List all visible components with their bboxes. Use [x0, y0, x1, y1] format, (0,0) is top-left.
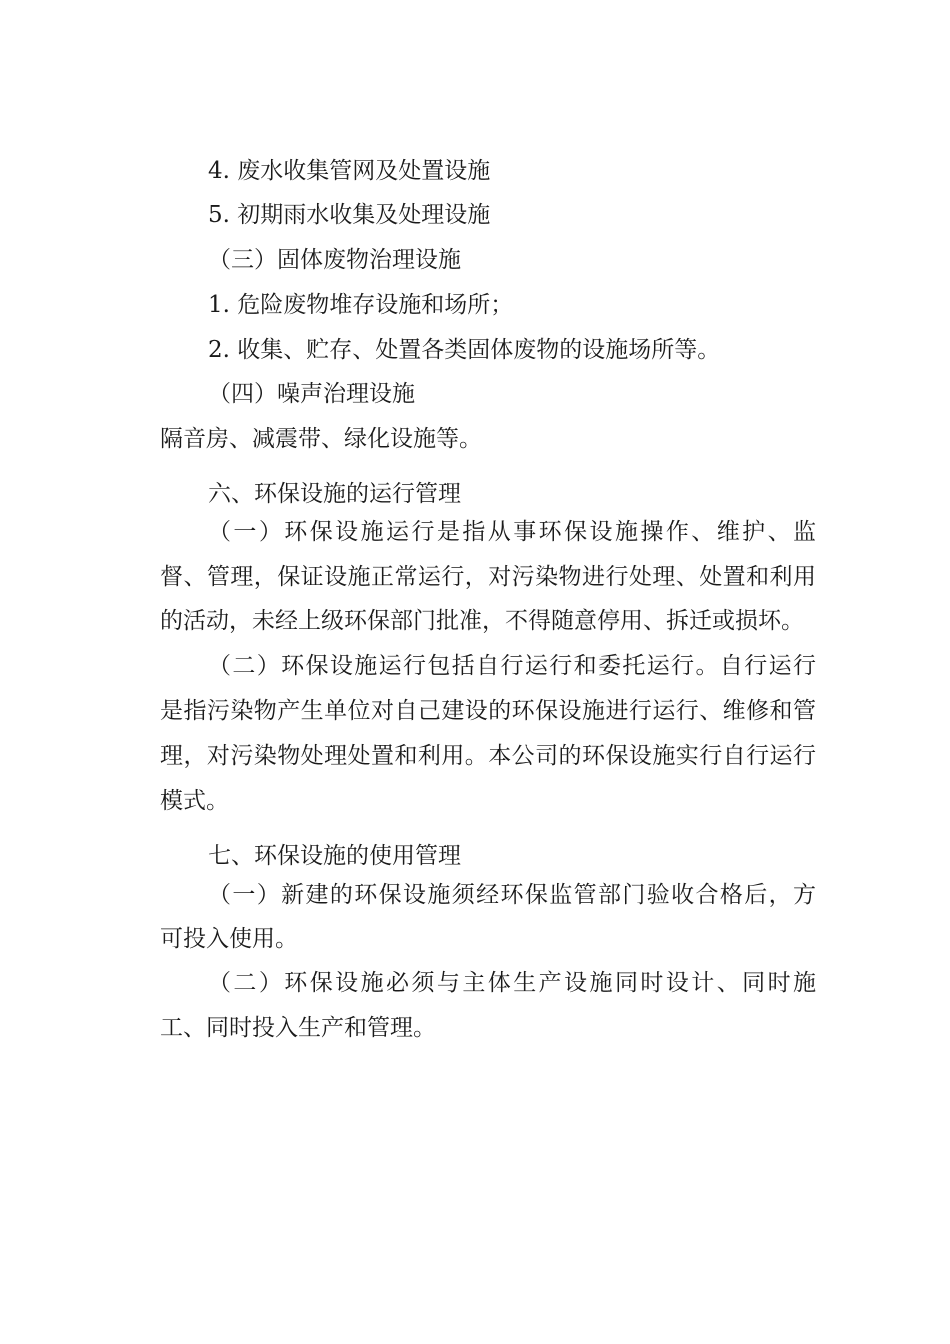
paragraph-line: 督、管理，保证设施正常运行，对污染物进行处理、处置和利用	[160, 564, 816, 590]
paragraph-line: （一）环保设施运行是指从事环保设施操作、维护、监	[208, 519, 816, 545]
paragraph-line: （二）环保设施必须与主体生产设施同时设计、同时施	[208, 970, 816, 996]
paragraph-line: 工、同时投入生产和管理。	[160, 1015, 436, 1041]
paragraph-line: 可投入使用。	[160, 926, 298, 952]
paragraph-line: 是指污染物产生单位对自己建设的环保设施进行运行、维修和管	[160, 698, 816, 724]
paragraph-noise-facilities: 隔音房、减震带、绿化设施等。	[160, 426, 482, 452]
section-heading-seven: 七、环保设施的使用管理	[208, 843, 461, 869]
paragraph-line: （一）新建的环保设施须经环保监管部门验收合格后，方	[208, 882, 816, 908]
section-heading-six: 六、环保设施的运行管理	[208, 481, 461, 507]
list-item-wastewater: 4. 废水收集管网及处置设施	[208, 158, 491, 184]
list-item-hazardous-waste: 1. 危险废物堆存设施和场所；	[208, 292, 514, 318]
paragraph-line: （二）环保设施运行包括自行运行和委托运行。自行运行	[208, 653, 816, 679]
subheading-noise: （四）噪声治理设施	[208, 381, 415, 407]
paragraph-line: 理，对污染物处理处置和利用。本公司的环保设施实行自行运行	[160, 743, 816, 769]
paragraph-line: 的活动，未经上级环保部门批准，不得随意停用、拆迁或损坏。	[160, 608, 804, 634]
list-item-rainwater: 5. 初期雨水收集及处理设施	[208, 202, 491, 228]
subheading-solid-waste: （三）固体废物治理设施	[208, 247, 461, 273]
paragraph-line: 模式。	[160, 788, 229, 814]
list-item-solid-waste-facilities: 2. 收集、贮存、处置各类固体废物的设施场所等。	[208, 337, 721, 363]
